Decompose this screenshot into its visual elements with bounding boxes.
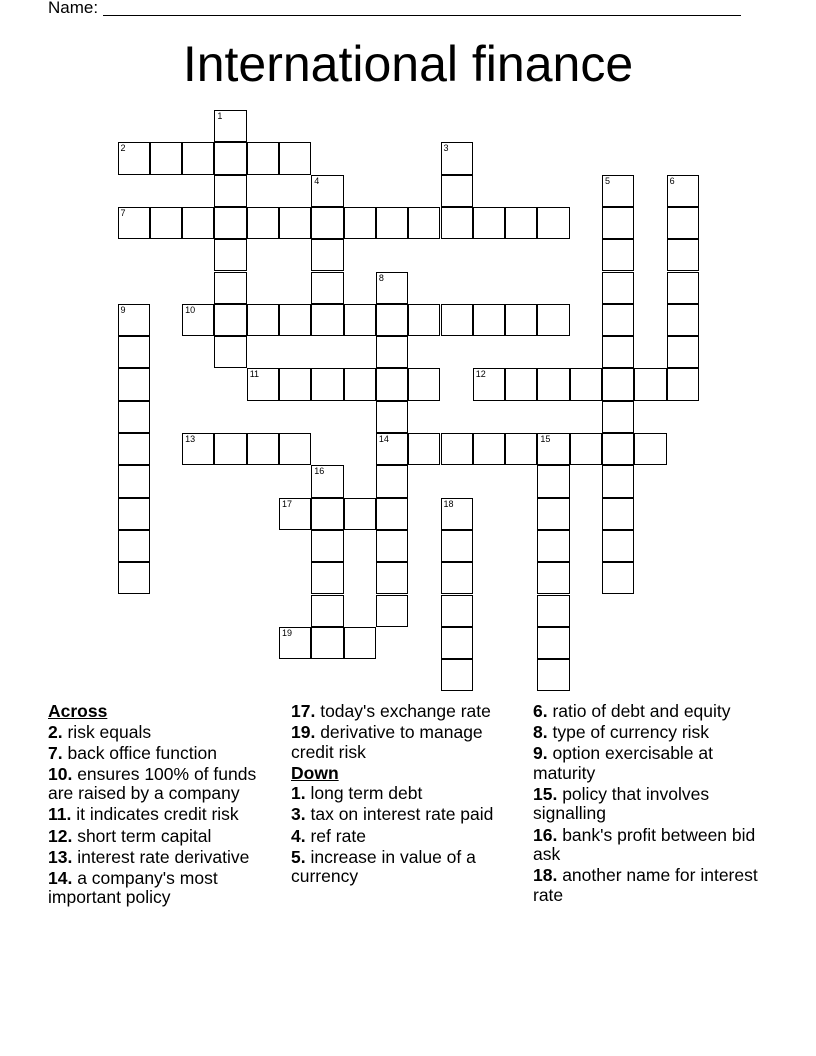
- grid-cell[interactable]: [408, 433, 440, 465]
- clue-number: 6.: [533, 701, 548, 721]
- grid-cell[interactable]: [473, 207, 505, 239]
- grid-cell[interactable]: [537, 465, 569, 497]
- clue-text: it indicates credit risk: [76, 804, 239, 825]
- clue-number: 5.: [291, 846, 306, 867]
- cell-number: 14: [378, 434, 389, 444]
- grid-cell[interactable]: [247, 142, 279, 174]
- clue-text: another name for interest rate: [533, 865, 758, 905]
- cell-number: 16: [314, 466, 325, 477]
- grid-cell[interactable]: [667, 336, 699, 368]
- cell-number: 7: [120, 207, 126, 218]
- grid-cell[interactable]: [344, 207, 376, 239]
- grid-cell[interactable]: [214, 239, 246, 271]
- grid-cell[interactable]: [311, 207, 343, 239]
- grid-cell[interactable]: [473, 433, 505, 465]
- grid-cell[interactable]: [441, 659, 473, 691]
- clue-text: derivative to manage credit risk: [291, 722, 483, 762]
- grid-cell[interactable]: [344, 498, 376, 530]
- grid-cell[interactable]: [214, 175, 246, 207]
- grid-cell[interactable]: [311, 239, 343, 271]
- grid-cell[interactable]: [537, 498, 569, 530]
- grid-cell[interactable]: [311, 368, 343, 400]
- grid-cell[interactable]: [214, 142, 246, 174]
- down-clue: [533, 723, 763, 743]
- grid-cell[interactable]: [279, 207, 311, 239]
- grid-cell[interactable]: [441, 304, 473, 336]
- across-header: Across: [48, 701, 108, 721]
- cell-number: 13: [185, 434, 196, 444]
- grid-cell[interactable]: [602, 175, 634, 207]
- across-clue: [48, 765, 278, 804]
- grid-cell[interactable]: [376, 530, 408, 562]
- grid-cell[interactable]: [150, 207, 182, 239]
- grid-cell[interactable]: [505, 207, 537, 239]
- cell-number: 12: [475, 369, 486, 380]
- down-clue: [533, 826, 763, 865]
- grid-cell[interactable]: [376, 207, 408, 239]
- grid-cell[interactable]: [602, 562, 634, 594]
- grid-cell[interactable]: [247, 368, 279, 400]
- grid-cell[interactable]: [214, 207, 246, 239]
- clue-text: ensures 100% of funds are raised by a company: [48, 763, 257, 804]
- across-clue: [48, 869, 278, 908]
- grid-cell[interactable]: [537, 530, 569, 562]
- grid-cell[interactable]: [537, 368, 569, 400]
- cell-number: 18: [443, 498, 454, 509]
- grid-cell[interactable]: [279, 368, 311, 400]
- across-clue: [48, 744, 278, 764]
- grid-cell[interactable]: [214, 336, 246, 368]
- grid-cell[interactable]: [602, 239, 634, 271]
- cell-number: 15: [540, 434, 551, 444]
- clue-number: 15.: [533, 783, 558, 804]
- grid-cell[interactable]: [602, 465, 634, 497]
- grid-cell[interactable]: [376, 498, 408, 530]
- clue-number: 12.: [48, 825, 73, 846]
- grid-cell[interactable]: [602, 530, 634, 562]
- grid-cell[interactable]: [344, 304, 376, 336]
- name-label: Name:: [48, 0, 99, 17]
- grid-cell[interactable]: [311, 304, 343, 336]
- down-clue: [291, 848, 521, 887]
- down-clue: [291, 827, 521, 847]
- cell-number: 1: [217, 111, 223, 121]
- grid-cell[interactable]: [667, 304, 699, 336]
- across-clue: [291, 723, 521, 762]
- grid-cell[interactable]: [150, 142, 182, 174]
- down-header: Down: [291, 762, 339, 783]
- across-clue: [48, 805, 278, 825]
- grid-cell[interactable]: [667, 368, 699, 400]
- grid-cell[interactable]: [634, 368, 666, 400]
- across-clue: [48, 827, 278, 847]
- grid-cell[interactable]: [376, 595, 408, 627]
- down-clue: [533, 785, 763, 824]
- clue-text: bank's profit between bid ask: [533, 824, 756, 865]
- cell-number: 10: [185, 304, 196, 315]
- grid-cell[interactable]: [247, 433, 279, 465]
- clue-number: 7.: [48, 742, 63, 763]
- grid-cell[interactable]: [441, 498, 473, 530]
- cell-number: 8: [378, 272, 384, 283]
- grid-cell[interactable]: [279, 142, 311, 174]
- clue-text: today's exchange rate: [320, 701, 491, 721]
- cell-number: 4: [314, 175, 320, 186]
- grid-cell[interactable]: [570, 433, 602, 465]
- cell-number: 17: [282, 498, 293, 509]
- down-clue: [533, 866, 763, 905]
- clue-number: 8.: [533, 722, 548, 743]
- clue-text: option exercisable at maturity: [533, 743, 714, 783]
- grid-cell[interactable]: [602, 272, 634, 304]
- clue-number: 9.: [533, 743, 548, 764]
- grid-cell[interactable]: [537, 304, 569, 336]
- cell-number: 11: [249, 369, 260, 380]
- grid-cell[interactable]: [537, 627, 569, 659]
- cell-number: 3: [443, 143, 449, 154]
- grid-cell[interactable]: [118, 562, 150, 594]
- grid-cell[interactable]: [311, 465, 343, 497]
- clue-number: 10.: [48, 763, 73, 784]
- clue-number: 16.: [533, 824, 558, 845]
- across-clue: [48, 848, 278, 868]
- down-clue: [291, 784, 521, 804]
- clue-number: 1.: [291, 783, 306, 804]
- grid-cell[interactable]: [505, 433, 537, 465]
- across-clue: [291, 702, 521, 722]
- across-clue: [48, 723, 278, 743]
- down-clue: [533, 702, 763, 722]
- clue-text: interest rate derivative: [77, 846, 250, 867]
- grid-cell[interactable]: [537, 659, 569, 691]
- grid-cell[interactable]: [441, 530, 473, 562]
- grid-cell[interactable]: [667, 239, 699, 271]
- grid-cell[interactable]: [667, 272, 699, 304]
- grid-cell[interactable]: [311, 530, 343, 562]
- grid-cell[interactable]: [118, 498, 150, 530]
- grid-cell[interactable]: [376, 368, 408, 400]
- grid-cell[interactable]: [214, 433, 246, 465]
- grid-cell[interactable]: [408, 207, 440, 239]
- grid-cell[interactable]: [408, 304, 440, 336]
- grid-cell[interactable]: [537, 433, 569, 465]
- down-clue: [533, 744, 763, 783]
- grid-cell[interactable]: [441, 562, 473, 594]
- clue-number: 3.: [291, 804, 306, 825]
- clue-text: type of currency risk: [552, 722, 710, 743]
- grid-cell[interactable]: [570, 368, 602, 400]
- clue-text: policy that involves signalling: [533, 783, 710, 824]
- grid-cell[interactable]: [537, 562, 569, 594]
- grid-cell[interactable]: [441, 595, 473, 627]
- clue-text: risk equals: [67, 721, 152, 742]
- cell-number: 5: [605, 175, 611, 186]
- grid-cell[interactable]: [344, 627, 376, 659]
- grid-cell[interactable]: [376, 433, 408, 465]
- grid-cell[interactable]: [118, 465, 150, 497]
- clue-number: 14.: [48, 867, 73, 888]
- grid-cell[interactable]: [279, 304, 311, 336]
- grid-cell[interactable]: [441, 207, 473, 239]
- cell-number: 19: [282, 627, 293, 638]
- grid-cell[interactable]: [118, 433, 150, 465]
- cell-number: 6: [669, 175, 675, 186]
- grid-cell[interactable]: [537, 207, 569, 239]
- grid-cell[interactable]: [182, 304, 214, 336]
- clue-text: ref rate: [310, 825, 366, 846]
- clues-column-1: [48, 702, 278, 909]
- grid-cell[interactable]: [118, 336, 150, 368]
- grid-cell[interactable]: [602, 401, 634, 433]
- grid-cell[interactable]: [311, 595, 343, 627]
- clue-text: back office function: [67, 742, 217, 763]
- grid-cell[interactable]: [247, 207, 279, 239]
- grid-cell[interactable]: [118, 142, 150, 174]
- grid-cell[interactable]: [118, 401, 150, 433]
- grid-cell[interactable]: [376, 304, 408, 336]
- grid-cell[interactable]: [344, 368, 376, 400]
- grid-cell[interactable]: [376, 336, 408, 368]
- grid-cell[interactable]: [505, 304, 537, 336]
- grid-cell[interactable]: [118, 530, 150, 562]
- clue-number: 18.: [533, 865, 558, 886]
- clue-number: 13.: [48, 846, 73, 867]
- grid-cell[interactable]: [376, 465, 408, 497]
- grid-cell[interactable]: [311, 562, 343, 594]
- grid-cell[interactable]: [279, 498, 311, 530]
- clue-number: 4.: [291, 825, 306, 846]
- grid-cell[interactable]: [182, 142, 214, 174]
- grid-cell[interactable]: [441, 142, 473, 174]
- grid-cell[interactable]: [473, 368, 505, 400]
- clues-column-2: [291, 702, 521, 888]
- grid-cell[interactable]: [602, 368, 634, 400]
- grid-cell[interactable]: [182, 433, 214, 465]
- grid-cell[interactable]: [441, 175, 473, 207]
- grid-cell[interactable]: [214, 110, 246, 142]
- grid-cell[interactable]: [602, 207, 634, 239]
- grid-cell[interactable]: [602, 336, 634, 368]
- grid-cell[interactable]: [118, 368, 150, 400]
- grid-cell[interactable]: [602, 304, 634, 336]
- grid-cell[interactable]: [118, 207, 150, 239]
- grid-cell[interactable]: [602, 498, 634, 530]
- grid-cell[interactable]: [473, 304, 505, 336]
- grid-cell[interactable]: [214, 304, 246, 336]
- grid-cell[interactable]: [311, 272, 343, 304]
- grid-cell[interactable]: [311, 498, 343, 530]
- grid-cell[interactable]: [279, 627, 311, 659]
- grid-cell[interactable]: [537, 595, 569, 627]
- cell-number: 2: [120, 143, 126, 154]
- clue-number: 19.: [291, 722, 316, 743]
- grid-cell[interactable]: [408, 368, 440, 400]
- down-clue: [291, 805, 521, 825]
- clue-text: tax on interest rate paid: [310, 804, 494, 825]
- clue-text: ratio of debt and equity: [552, 701, 731, 721]
- grid-cell[interactable]: [602, 433, 634, 465]
- grid-cell[interactable]: [505, 368, 537, 400]
- clue-text: short term capital: [77, 825, 212, 846]
- grid-cell[interactable]: [311, 175, 343, 207]
- grid-cell[interactable]: [247, 304, 279, 336]
- clue-text: a company's most important policy: [48, 867, 218, 908]
- cell-number: 9: [120, 304, 126, 315]
- grid-cell[interactable]: [376, 401, 408, 433]
- clue-number: 11.: [48, 804, 72, 825]
- grid-cell[interactable]: [182, 207, 214, 239]
- clues-column-3: [533, 702, 763, 907]
- grid-cell[interactable]: [311, 627, 343, 659]
- grid-cell[interactable]: [441, 627, 473, 659]
- clue-text: long term debt: [310, 783, 423, 804]
- grid-cell[interactable]: [667, 175, 699, 207]
- clue-text: increase in value of a currency: [291, 846, 476, 887]
- grid-cell[interactable]: [214, 272, 246, 304]
- grid-cell[interactable]: [376, 272, 408, 304]
- grid-cell[interactable]: [118, 304, 150, 336]
- grid-cell[interactable]: [441, 433, 473, 465]
- clue-number: 2.: [48, 721, 63, 742]
- page-title: International finance: [182, 36, 634, 92]
- grid-cell[interactable]: [634, 433, 666, 465]
- grid-cell[interactable]: [279, 433, 311, 465]
- grid-cell[interactable]: [667, 207, 699, 239]
- grid-cell[interactable]: [376, 562, 408, 594]
- clue-number: 17.: [291, 701, 316, 721]
